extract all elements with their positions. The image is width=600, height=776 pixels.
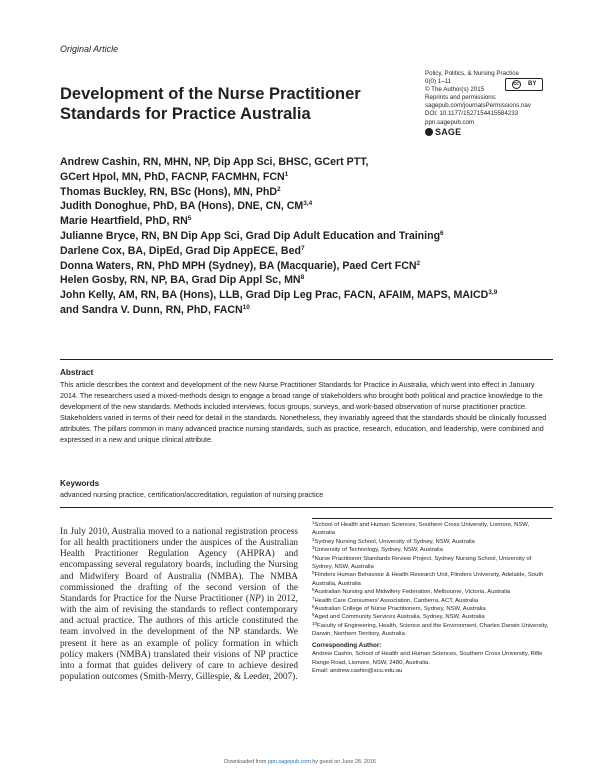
keywords-heading: Keywords [60, 479, 100, 488]
corresponding-email[interactable]: Email: andrew.cashin@scu.edu.au [312, 667, 403, 674]
corresponding-author: Andrew Cashin, School of Health and Human Sciences, Southern Cross University, Rifle Range Road, Lismore, NSW, 2480, Australia. [312, 651, 543, 666]
divider [60, 507, 553, 508]
author-line: John Kelly, AM, RN, BA (Hons), LLB, Grad Dip Leg Prac, FACN, AFAIM, MAPS, MAICD$^{3,9}$ [60, 289, 498, 302]
affiliation: $^2$Sydney Nursing School, University of Sydney, NSW, Australia [312, 536, 475, 545]
author-line: Julianne Bryce, RN, BN Dip App Sci, Grad Dip Adult Education and Training$^6$ [60, 229, 444, 242]
corresponding-heading: Corresponding Author: [312, 641, 382, 649]
author-line: GCert Hpol, MN, PhD, FACNP, FACMHN, FCN$^1$ [60, 170, 289, 183]
body-paragraph: In July 2010, Australia moved to a national registration process for all health practitioners under the auspices of the Australian Health Practitioner Regulation Agency (AHPRA) and encompassing several regulatory boards, including the Nursing and Midwifery Board of Australia (NMBA). The NMBA commissioned the drafting of the second version of the Standards for Practice for the Nurse Practitioner (NP) in 2012, with the aim of revising the standards to reflect contemporary and actual practice. The authors of this article constituted the team involved in the development of the NP standards. We present it here as an example of policy formation in which policy makers (NMBA) translated their visions of NP practice into a format that guides delivery of care to achieve desired population outcomes (Smith-Merry, Gillespie, & Leeder, 2007). [60, 527, 298, 683]
publisher-name: SAGE [435, 126, 462, 137]
affiliation: $^1$School of Health and Human Sciences, Southern Cross University, Lismore, NSW, Australia [312, 520, 530, 537]
journal-info [425, 70, 585, 136]
cc-by-badge[interactable] [505, 78, 543, 91]
copyright: © The Author(s) 2015 [425, 86, 485, 94]
article-type: Original Article [60, 44, 119, 54]
cc-icon: cc [513, 81, 519, 87]
affiliation: $^9$Aged and Community Services Australia, Sydney, NSW, Australia [312, 612, 485, 621]
doi[interactable]: DOI: 10.1177/1527154415584233 [425, 110, 519, 118]
author-line: Donna Waters, RN, PhD MPH (Sydney), BA (Macquarie), Paed Cert FCN$^2$ [60, 259, 421, 272]
reprints-label: Reprints and permissions: [425, 94, 497, 102]
page-title: Development of the Nurse Practitioner Standards for Practice Australia [60, 85, 361, 123]
author-list [60, 155, 560, 318]
journal-issue: 0(0) 1–11 [425, 78, 452, 86]
reprints-link[interactable]: sagepub.com/journalsPermissions.nav [425, 102, 531, 110]
author-line: Darlene Cox, BA, DipEd, Grad Dip AppECE, Bed$^7$ [60, 244, 305, 257]
sage-logo [425, 128, 585, 136]
author-line: Andrew Cashin, RN, MHN, NP, Dip App Sci, BHSC, GCert PTT, [60, 156, 369, 168]
abstract-heading: Abstract [60, 368, 94, 377]
author-line: Marie Heartfield, PhD, $RN^5$ [60, 215, 192, 228]
abstract-text: This article describes the context and development of the new Nurse Practitioner Standards for Practice in Australia, which went into effect in January 2014. The researchers used a mixed-methods design to engage a broad range of stakeholders who brought both political and practice knowledge to the development of the new standards. Methods included interviews, focus groups, surveys, and work-based observation of nurse practitioner practice. Stakeholders varied in terms of their need for detail in the standards. Nonetheless, they invariably agreed that the standards should be clinically focussed attributes. The pillars common in many advanced practice nursing standards, such as practice, research, education, and leadership, were combined and expressed in a new and unique clinical attribute. [60, 380, 547, 445]
affiliation: $^4$Nurse Practitioner Standards Review Project, Sydney Nursing School, University of Sydney, NSW, Australia [312, 553, 532, 571]
footer-link[interactable]: ppn.sagepub.com [267, 759, 311, 765]
affiliations [312, 521, 552, 675]
affiliation: $^{10}$Faculty of Engineering, Health, Science and the Environment, Charles Darwin University, Darwin, Northern Territory, Australia [312, 620, 549, 638]
cc-by-label: BY [527, 81, 537, 88]
download-footer: Downloaded from ppn.sagepub.com by guest on June 28, 2016 [224, 759, 376, 765]
author-line: Helen Gosby, RN, NP, BA, Grad Dip Appl Sc, $MN^8$ [60, 274, 305, 287]
affiliation: $^3$University of Technology, Sydney, NSW, Australia [312, 545, 443, 554]
author-line: and Sandra V. Dunn, RN, PhD, FACN$^{10}$ [60, 303, 250, 316]
author-line: Thomas Buckley, RN, BSc (Hons), MN, PhD$^2$ [60, 185, 281, 198]
sage-logo-icon [425, 128, 433, 136]
affiliation: $^5$Flinders Human Behaviour & Health Research Unit, Flinders University, Adelaide, South Australia, Australia [312, 570, 544, 587]
author-line: Judith Donoghue, PhD, BA (Hons), DNE, CN, CM$^{3,4}$ [60, 200, 313, 213]
affiliations-divider [312, 518, 552, 519]
affiliation: $^6$Australian Nursing and Midwifery Federation, Melbourne, Victoria, Australia [312, 587, 511, 596]
affiliation: $^8$Australian College of Nurse Practitioners, Sydney, NSW, Australia [312, 604, 486, 613]
journal-url[interactable]: ppn.sagepub.com [425, 118, 475, 126]
divider [60, 359, 553, 360]
journal-name: Policy, Politics, & Nursing Practice [425, 70, 519, 77]
keywords-text: advanced nursing practice, certification/accreditation, regulation of nursing practice [60, 490, 324, 499]
affiliation: $^7$Health Care Consumers' Association, Canberra, ACT, Australia [312, 595, 479, 604]
